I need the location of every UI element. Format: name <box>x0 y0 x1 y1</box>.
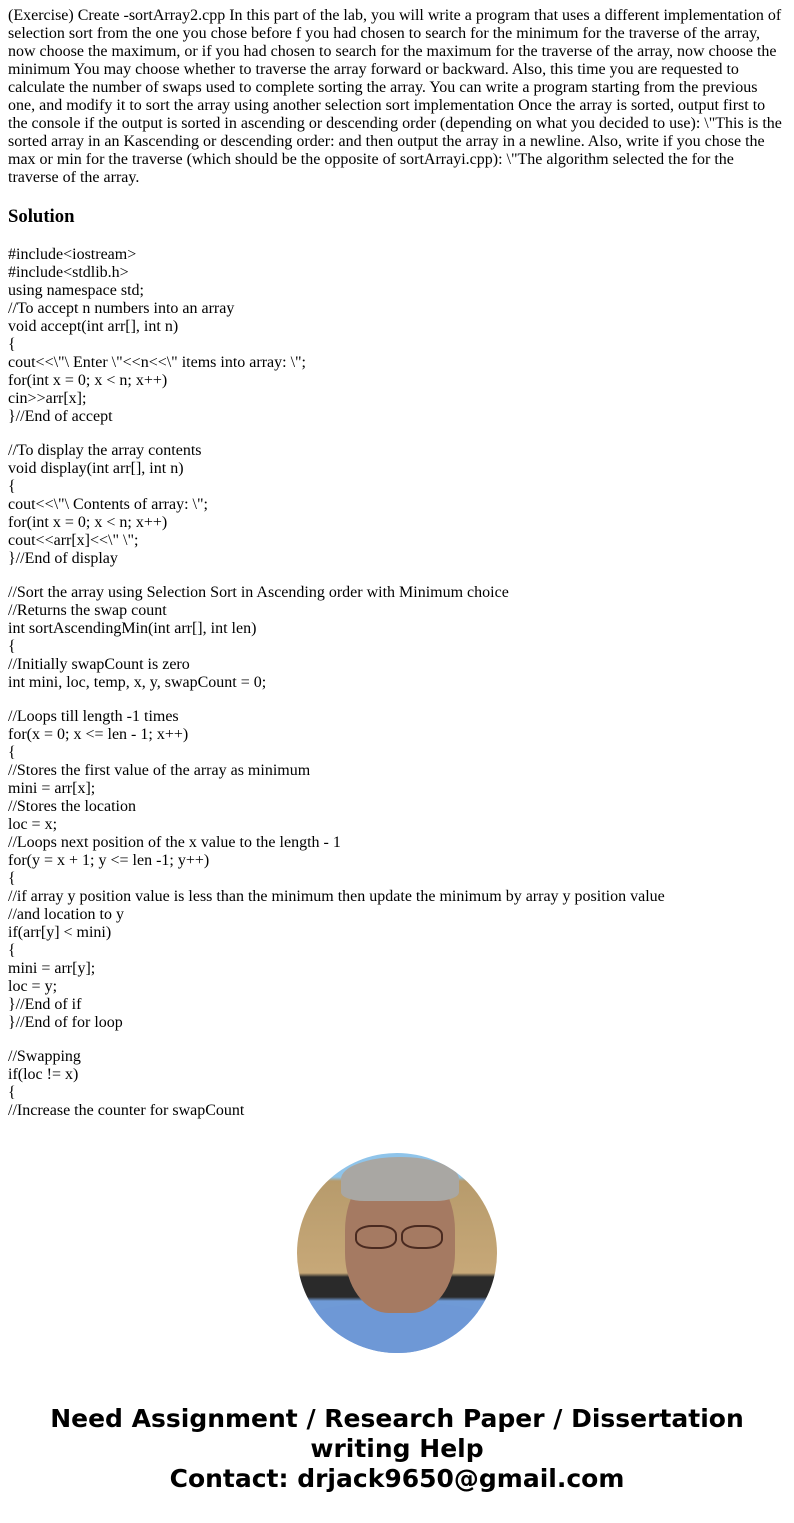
code-line: cout<<\"\ Contents of array: \"; <box>8 496 208 513</box>
code-line: { <box>8 638 16 655</box>
code-line: using namespace std; <box>8 282 144 299</box>
code-line: //To display the array contents <box>8 442 202 459</box>
code-line: //Initially swapCount is zero <box>8 656 190 673</box>
code-line: //and location to y <box>8 906 124 923</box>
code-block <box>8 584 788 692</box>
code-line: //Increase the counter for swapCount <box>8 1102 245 1119</box>
code-line: void display(int arr[], int n) <box>8 460 184 477</box>
code-line: mini = arr[y]; <box>8 960 96 977</box>
code-line: #include<iostream> <box>8 246 137 263</box>
footer-line-1: Need Assignment / Research Paper / Dissertation <box>50 1404 744 1433</box>
glasses-right <box>401 1225 443 1249</box>
code-line: }//End of for loop <box>8 1014 123 1031</box>
footer-contact: Contact: drjack9650@gmail.com <box>169 1464 625 1493</box>
author-photo <box>297 1153 497 1353</box>
code-line: loc = x; <box>8 816 58 833</box>
code-line: //Swapping <box>8 1048 81 1065</box>
code-line: loc = y; <box>8 978 58 995</box>
code-line: //if array y position value is less than the minimum then update the minimum by array y position value <box>8 888 665 905</box>
code-line: //Stores the location <box>8 798 136 815</box>
code-line: { <box>8 942 16 959</box>
code-block <box>8 1048 788 1120</box>
footer-line-2: writing Help <box>310 1434 484 1463</box>
code-line: { <box>8 744 16 761</box>
code-line: mini = arr[x]; <box>8 780 96 797</box>
code-line: int sortAscendingMin(int arr[], int len) <box>8 620 257 637</box>
code-line: if(arr[y] < mini) <box>8 924 112 941</box>
code-block <box>8 442 788 568</box>
code-line: void accept(int arr[], int n) <box>8 318 179 335</box>
code-line: //To accept n numbers into an array <box>8 300 235 317</box>
code-line: //Loops next position of the x value to the length - 1 <box>8 834 341 851</box>
question-text: (Exercise) Create -sortArray2.cpp In this part of the lab, you will write a program that uses a different implementation of selection sort from the one you chose before f you had chosen to search for the minimum for the traverse of the array, now choose the maximum, or if you had chosen to search for the maximum for the traverse of the array, now choose the minimum You may choose whether to traverse the array forward or backward. Also, this time you are requested to calculate the number of swaps used to complete sorting the array. You can write a program starting from the previous one, and modify it to sort the array using another selection sort implementation Once the array is sorted, output first to the console if the output is sorted in ascending or descending order (depending on what you decided to use): \"This is the sorted array in an Kascending or descending order: and then output the array in a newline. Also, write if you chose the max or min for the traverse (which should be the opposite of sortArrayi.cpp): \"The algorithm selected the for the traverse of the array. <box>8 7 782 186</box>
code-line: //Stores the first value of the array as minimum <box>8 762 311 779</box>
code-line: cout<<arr[x]<<\" \"; <box>8 532 139 549</box>
solution-heading: Solution <box>8 206 75 227</box>
code-line: cin>>arr[x]; <box>8 390 87 407</box>
code-line: }//End of display <box>8 550 118 567</box>
code-line: for(int x = 0; x < n; x++) <box>8 514 168 531</box>
code-block <box>8 708 788 1032</box>
code-line: }//End of if <box>8 996 82 1013</box>
code-line: //Returns the swap count <box>8 602 167 619</box>
code-line: { <box>8 1084 16 1101</box>
hair <box>341 1157 459 1201</box>
code-line: cout<<\"\ Enter \"<<n<<\" items into array: \"; <box>8 354 306 371</box>
code-line: //Sort the array using Selection Sort in Ascending order with Minimum choice <box>8 584 509 601</box>
code-line: #include<stdlib.h> <box>8 264 129 281</box>
code-line: { <box>8 336 16 353</box>
code-line: for(int x = 0; x < n; x++) <box>8 372 168 389</box>
glasses-left <box>355 1225 397 1249</box>
code-line: for(y = x + 1; y <= len -1; y++) <box>8 852 210 869</box>
code-line: { <box>8 478 16 495</box>
code-line: //Loops till length -1 times <box>8 708 179 725</box>
solution-code <box>8 246 788 1136</box>
code-line: for(x = 0; x <= len - 1; x++) <box>8 726 189 743</box>
code-line: if(loc != x) <box>8 1066 79 1083</box>
code-line: int mini, loc, temp, x, y, swapCount = 0; <box>8 674 267 691</box>
code-line: }//End of accept <box>8 408 113 425</box>
footer-ad <box>0 1404 794 1494</box>
code-block <box>8 246 788 426</box>
code-line: { <box>8 870 16 887</box>
